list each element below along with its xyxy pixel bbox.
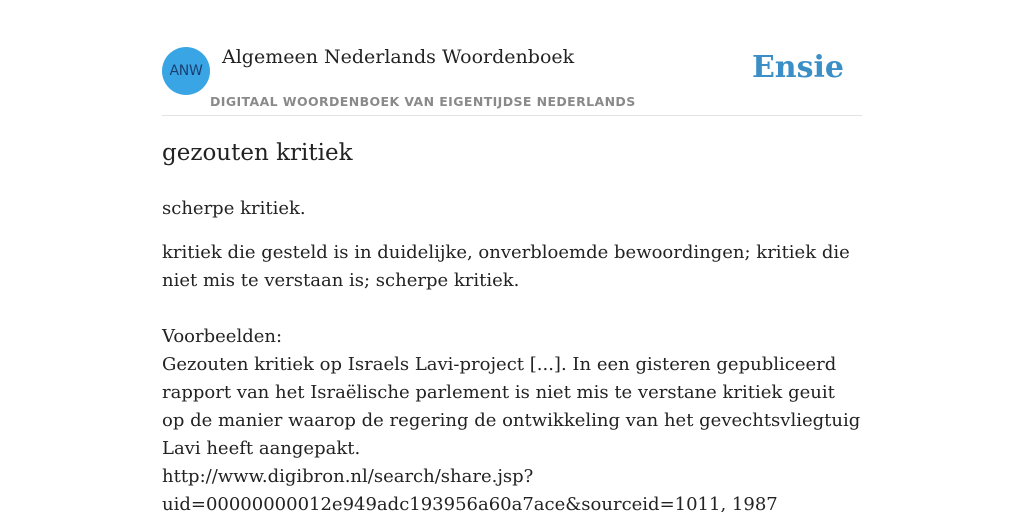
ensie-brand-link[interactable]: Ensie [751,50,844,85]
definition-body [162,239,862,512]
logo-text: ANW [169,63,203,79]
paragraph-gap [162,295,862,323]
site-subtitle: DIGITAAL WOORDENBOEK VAN EIGENTIJDSE NEDERLANDS [210,94,636,109]
source-uid-line: uid=00000000012e949adc193956a60a7ace&sourceid=1011, 1987 [162,494,778,512]
short-definition: scherpe kritiek. [162,198,306,219]
examples-label: Voorbeelden: [162,326,283,347]
site-title[interactable]: Algemeen Nederlands Woordenboek [222,46,575,68]
source-url-line: http://www.digibron.nl/search/share.jsp? [162,466,534,487]
page [162,0,862,512]
anw-logo[interactable] [162,47,210,95]
example-text: Gezouten kritiek op Israels Lavi-project [...]. In een gisteren gepubliceerd rapport van het Israëlische parlement is niet mis te verstane kritiek geuit op de manier waarop de regering de ontwikkeling van het gevechtsvliegtuig Lavi heeft aangepakt. [162,354,861,459]
entry-title: gezouten kritiek [162,140,353,166]
definition-text: kritiek die gesteld is in duidelijke, onverbloemde bewoordingen; kritiek die niet mis te verstaan is; scherpe kritiek. [162,242,850,291]
header [162,0,862,116]
